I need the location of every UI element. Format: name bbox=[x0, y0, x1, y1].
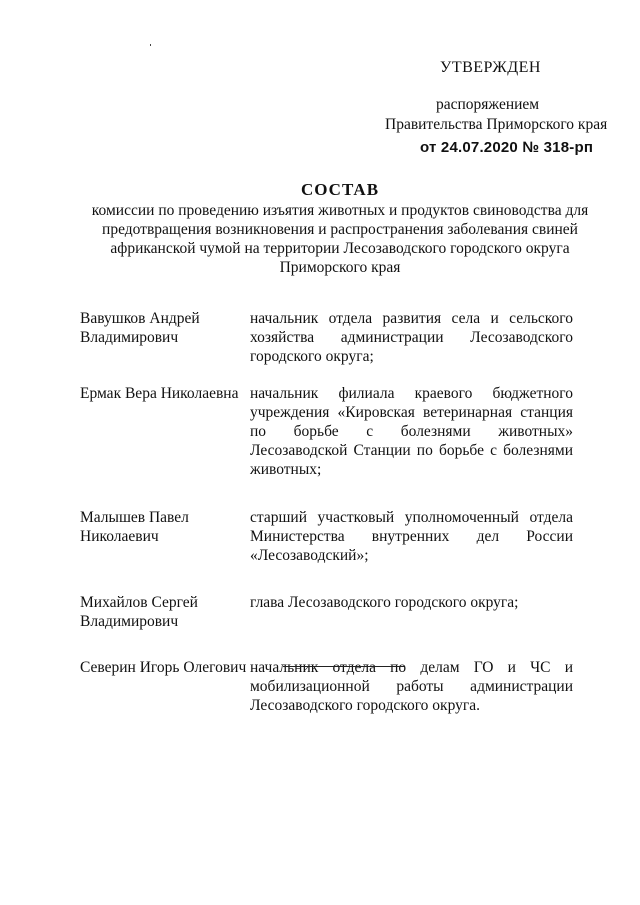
member-row bbox=[80, 384, 573, 479]
member-row bbox=[80, 508, 573, 565]
subtitle-line: предотвращения возникновения и распространения заболевания свиней bbox=[102, 221, 578, 238]
document-heading: СОСТАВ bbox=[300, 180, 380, 199]
member-role: старший участковый уполномоченный отдела Министерства внутренних дел России «Лесозаводский»; bbox=[250, 509, 573, 564]
commission-members-list bbox=[80, 309, 573, 715]
document-subtitle bbox=[70, 201, 610, 277]
subtitle-line: комиссии по проведению изъятия животных и продуктов свиноводства для bbox=[91, 202, 589, 219]
scan-speck bbox=[150, 44, 151, 46]
member-role: начальник филиала краевого бюджетного учреждения «Кировская ветеринарная станция по борьбе с болезнями животных» Лесозаводской Станции по борьбе с болезнями животных; bbox=[250, 385, 573, 478]
member-name: Ермак Вера Николаевна bbox=[80, 385, 239, 402]
member-name: Михайлов Сергей Владимирович bbox=[80, 594, 198, 630]
end-of-document-line bbox=[283, 666, 404, 667]
member-row bbox=[80, 309, 573, 366]
order-label: распоряжением bbox=[436, 96, 540, 113]
order-date-number: от 24.07.2020 № 318-рп bbox=[420, 139, 594, 156]
member-row bbox=[80, 593, 573, 631]
government-label: Правительства Приморского края bbox=[385, 116, 608, 133]
subtitle-line: африканской чумой на территории Лесозаводского городского округа bbox=[110, 240, 570, 257]
document-title-block bbox=[70, 180, 610, 277]
member-name: Вавушков Андрей Владимирович bbox=[80, 310, 200, 346]
approved-label: УТВЕРЖДЕН bbox=[440, 59, 541, 76]
member-role: глава Лесозаводского городского округа; bbox=[250, 594, 519, 611]
member-name: Северин Игорь Олегович bbox=[80, 659, 247, 676]
member-role: начальник отдела по делам ГО и ЧС и мобилизационной работы администрации Лесозаводского городского округа. bbox=[250, 659, 573, 714]
member-role: начальник отдела развития села и сельского хозяйства администрации Лесозаводского городского округа; bbox=[250, 310, 573, 365]
subtitle-line: Приморского края bbox=[279, 259, 401, 276]
member-name: Малышев Павел Николаевич bbox=[80, 509, 189, 545]
